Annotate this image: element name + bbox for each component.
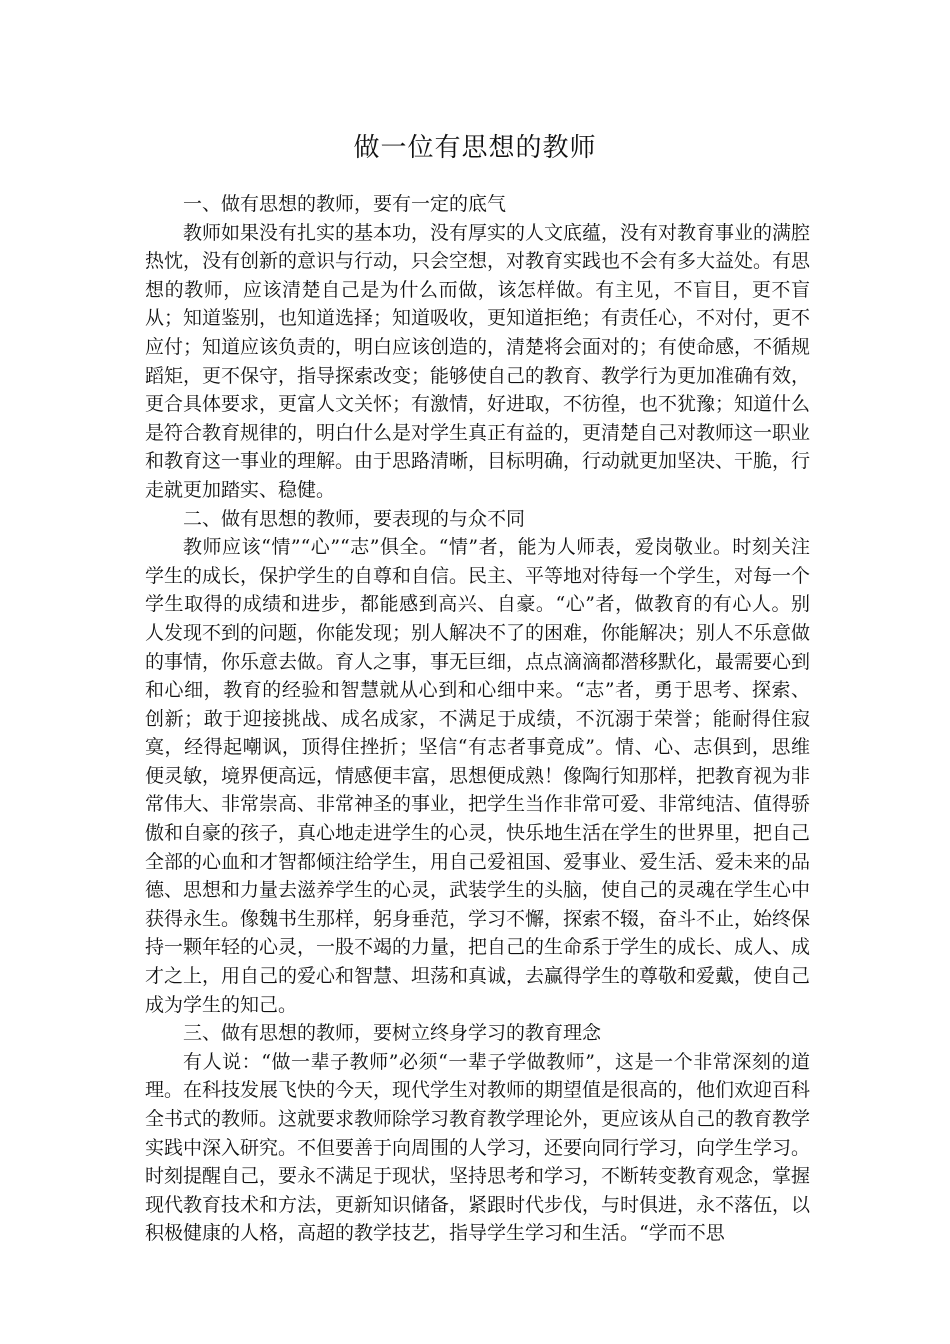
document-title: 做一位有思想的教师 — [353, 133, 597, 163]
section-paragraph-2: 教师应该“情”“心”“志”俱全。“情”者，能为人师表，爱岗敬业。时刻关注学生的成长，保护学生的自尊和自信。民主、平等地对待每一个学生，对每一个学生取得的成绩和进步，都能感到高兴、自豪。“心”者，做教育的有心人。别人发现不到的问题，你能发现；别人解决不了的困难，你能解决；别人不乐意做的事情，你乐意去做。育人之事，事无巨细，点点滴滴都潜移默化，最需要心到和心细，教育的经验和智慧就从心到和心细中来。“志”者，勇于思考、探索、创新；敢于迎接挑战、成名成家，不满足于成绩，不沉溺于荣誉；能耐得住寂寞，经得起嘲讽，顶得住挫折；坚信“有志者事竟成”。情、心、志俱到，思维便灵敏，境界便高远，情感便丰富，思想便成熟！像陶行知那样，把教育视为非常伟大、非常崇高、非常神圣的事业，把学生当作非常可爱、非常纯洁、值得骄傲和自豪的孩子，真心地走进学生的心灵，快乐地生活在学生的世界里，把自己全部的心血和才智都倾注给学生，用自己爱祖国、爱事业、爱生活、爱未来的品德、思想和力量去滋养学生的心灵，武装学生的头脑，使自己的灵魂在学生心中获得永生。像魏书生那样，躬身垂范，学习不懈，探索不辍，奋斗不止，始终保持一颗年轻的心灵，一股不竭的力量，把自己的生命系于学生的成长、成人、成才之上，用自己的爱心和智慧、坦荡和真诚，去赢得学生的尊敬和爱戴，使自己成为学生的知己。 — [145, 536, 811, 1016]
section-heading-2: 二、做有思想的教师，要表现的与众不同 — [183, 507, 526, 530]
section-heading-3: 三、做有思想的教师，要树立终身学习的教育理念 — [183, 1022, 602, 1045]
section-heading-1: 一、做有思想的教师，要有一定的底气 — [183, 193, 507, 215]
section-paragraph-3: 有人说：“做一辈子教师”必须“一辈子学做教师”，这是一个非常深刻的道理。在科技发展飞快的今天，现代学生对教师的期望值是很高的，他们欢迎百科全书式的教师。这就要求教师除学习教育教学理论外，更应该从自己的教育教学实践中深入研究。不但要善于向周围的人学习，还要向同行学习，向学生学习。时刻提醒自己，要永不满足于现状，坚持思考和学习，不断转变教育观念，掌握现代教育技术和方法，更新知识储备，紧跟时代步伐，与时俱进，永不落伍，以积极健康的人格，高超的教学技艺，指导学生学习和生活。“学而不思 — [145, 1050, 811, 1245]
document-body — [145, 190, 810, 1248]
section-paragraph-1: 教师如果没有扎实的基本功，没有厚实的人文底蕴，没有对教育事业的满腔热忱，没有创新的意识与行动，只会空想，对教育实践也不会有多大益处。有思想的教师，应该清楚自己是为什么而做，该怎样做。有主见，不盲目，更不盲从；知道鉴别，也知道选择；知道吸收，更知道拒绝；有责任心，不对付，更不应付；知道应该负责的，明白应该创造的，清楚将会面对的；有使命感，不循规蹈矩，更不保守，指导探索改变；能够使自己的教育、教学行为更加准确有效，更合具体要求，更富人文关怀；有激情，好进取，不彷徨，也不犹豫；知道什么是符合教育规律的，明白什么是对学生真正有益的，更清楚自己对教师这一职业和教育这一事业的理解。由于思路清晰，目标明确，行动就更加坚决、干脆，行走就更加踏实、稳健。 — [145, 221, 811, 501]
